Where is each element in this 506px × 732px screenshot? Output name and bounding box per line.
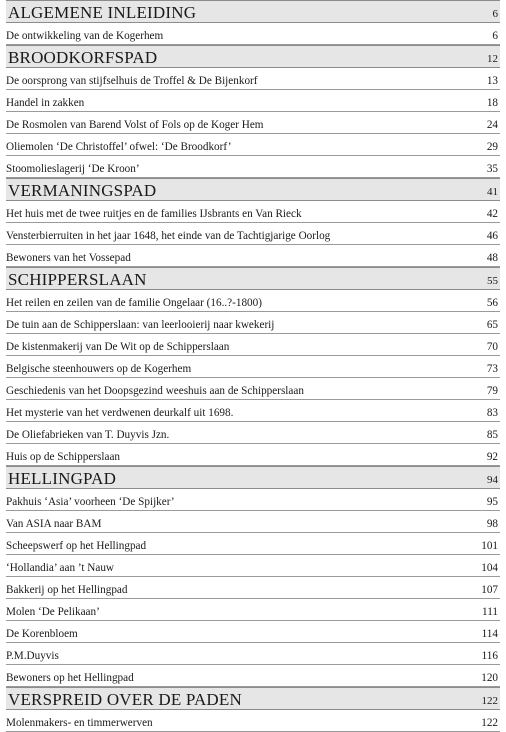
entry-page-number: 122 bbox=[481, 717, 498, 729]
entry-title: ‘Hollandia’ aan ’t Nauw bbox=[6, 562, 115, 574]
entry-page-number: 101 bbox=[481, 540, 498, 552]
toc-entry[interactable] bbox=[6, 201, 500, 223]
section-title: SCHIPPERSLAAN bbox=[8, 270, 147, 289]
entry-page-number: 48 bbox=[486, 252, 498, 264]
entry-page-number: 70 bbox=[486, 341, 498, 353]
entry-title: De kistenmakerij van De Wit op de Schipperslaan bbox=[6, 341, 230, 353]
entry-page-number: 35 bbox=[486, 163, 498, 175]
section-heading[interactable] bbox=[6, 267, 500, 290]
entry-title: Het reilen en zeilen van de familie Ongelaar (16..?-1800) bbox=[6, 297, 262, 309]
toc-section bbox=[0, 466, 506, 687]
entry-page-number: 104 bbox=[481, 562, 498, 574]
entry-title: Geschiedenis van het Doopsgezind weeshuis aan de Schipperslaan bbox=[6, 385, 304, 397]
toc-entry[interactable] bbox=[6, 511, 500, 533]
toc-entry[interactable] bbox=[6, 245, 500, 267]
entry-page-number: 98 bbox=[486, 518, 498, 530]
entry-title: De oorsprong van stijfselhuis de Troffel & De Bijenkorf bbox=[6, 75, 258, 87]
toc-entry[interactable] bbox=[6, 489, 500, 511]
section-heading[interactable] bbox=[6, 45, 500, 68]
toc-section bbox=[0, 267, 506, 466]
toc-section bbox=[0, 45, 506, 178]
entry-title: De Oliefabrieken van T. Duyvis Jzn. bbox=[6, 429, 170, 441]
entry-title: P.M.Duyvis bbox=[6, 650, 59, 662]
section-title: BROODKORFSPAD bbox=[8, 48, 158, 67]
section-page-number: 94 bbox=[487, 474, 498, 486]
section-title: HELLINGPAD bbox=[8, 469, 117, 488]
entry-title: De Korenbloem bbox=[6, 628, 78, 640]
toc-entry[interactable] bbox=[6, 134, 500, 156]
toc-entry[interactable] bbox=[6, 422, 500, 444]
entry-page-number: 79 bbox=[486, 385, 498, 397]
entry-title: Het mysterie van het verdwenen deurkalf uit 1698. bbox=[6, 407, 234, 419]
entry-page-number: 13 bbox=[486, 75, 498, 87]
entry-page-number: 95 bbox=[486, 496, 498, 508]
entry-page-number: 6 bbox=[492, 30, 498, 42]
entry-title: Scheepswerf op het Hellingpad bbox=[6, 540, 147, 552]
toc-section bbox=[0, 178, 506, 267]
section-title: VERMANINGSPAD bbox=[8, 181, 157, 200]
entry-page-number: 114 bbox=[481, 628, 498, 640]
entry-page-number: 29 bbox=[486, 141, 498, 153]
toc-entry[interactable] bbox=[6, 577, 500, 599]
toc-entry[interactable] bbox=[6, 68, 500, 90]
toc-entry[interactable] bbox=[6, 400, 500, 422]
entry-title: Huis op de Schipperslaan bbox=[6, 451, 121, 463]
section-heading[interactable] bbox=[6, 466, 500, 489]
entry-title: Stoomolieslagerij ‘De Kroon’ bbox=[6, 163, 140, 175]
entry-title: Oliemolen ‘De Christoffel’ ofwel: ‘De Broodkorf’ bbox=[6, 141, 232, 153]
entry-title: Molenmakers- en timmerwerven bbox=[6, 717, 153, 729]
entry-page-number: 73 bbox=[486, 363, 498, 375]
toc-section bbox=[0, 687, 506, 732]
toc-section bbox=[0, 0, 506, 45]
toc-entry[interactable] bbox=[6, 444, 500, 466]
entry-title: Bewoners van het Vossepad bbox=[6, 252, 131, 264]
toc-entry[interactable] bbox=[6, 356, 500, 378]
entry-title: De Rosmolen van Barend Volst of Fols op de Koger Hem bbox=[6, 119, 264, 131]
toc-entry[interactable] bbox=[6, 599, 500, 621]
entry-title: Bewoners op het Hellingpad bbox=[6, 672, 134, 684]
toc-entry[interactable] bbox=[6, 378, 500, 400]
toc-entry[interactable] bbox=[6, 23, 500, 45]
entry-title: Handel in zakken bbox=[6, 97, 85, 109]
toc-entry[interactable] bbox=[6, 555, 500, 577]
entry-title: Bakkerij op het Hellingpad bbox=[6, 584, 128, 596]
toc-entry[interactable] bbox=[6, 643, 500, 665]
entry-page-number: 42 bbox=[486, 208, 498, 220]
entry-page-number: 18 bbox=[486, 97, 498, 109]
section-page-number: 122 bbox=[481, 695, 498, 707]
toc-entry[interactable] bbox=[6, 312, 500, 334]
entry-page-number: 85 bbox=[486, 429, 498, 441]
entry-page-number: 92 bbox=[486, 451, 498, 463]
toc-entry[interactable] bbox=[6, 621, 500, 643]
entry-title: Vensterbierruiten in het jaar 1648, het einde van de Tachtigjarige Oorlog bbox=[6, 230, 331, 242]
entry-title: De tuin aan de Schipperslaan: van leerlooierij naar kwekerij bbox=[6, 319, 275, 331]
toc-entry[interactable] bbox=[6, 710, 500, 732]
entry-title: Pakhuis ‘Asia’ voorheen ‘De Spijker’ bbox=[6, 496, 175, 508]
entry-title: De ontwikkeling van de Kogerhem bbox=[6, 30, 164, 42]
toc-entry[interactable] bbox=[6, 290, 500, 312]
section-heading[interactable] bbox=[6, 687, 500, 710]
toc-entry[interactable] bbox=[6, 156, 500, 178]
entry-page-number: 46 bbox=[486, 230, 498, 242]
section-page-number: 12 bbox=[487, 53, 498, 65]
toc-entry[interactable] bbox=[6, 223, 500, 245]
entry-page-number: 24 bbox=[486, 119, 498, 131]
section-heading[interactable] bbox=[6, 0, 500, 23]
entry-title: Van ASIA naar BAM bbox=[6, 518, 102, 530]
entry-page-number: 111 bbox=[482, 606, 498, 618]
entry-page-number: 56 bbox=[486, 297, 498, 309]
entry-page-number: 107 bbox=[481, 584, 498, 596]
entry-title: Het huis met de twee ruitjes en de families IJsbrants en Van Rieck bbox=[6, 208, 302, 220]
toc-entry[interactable] bbox=[6, 334, 500, 356]
section-page-number: 6 bbox=[492, 8, 498, 20]
entry-title: Molen ‘De Pelikaan’ bbox=[6, 606, 100, 618]
section-title: VERSPREID OVER DE PADEN bbox=[8, 690, 242, 709]
entry-page-number: 120 bbox=[481, 672, 498, 684]
section-page-number: 41 bbox=[487, 186, 498, 198]
section-page-number: 55 bbox=[487, 275, 498, 287]
entry-title: Belgische steenhouwers op de Kogerhem bbox=[6, 363, 192, 375]
section-title: ALGEMENE INLEIDING bbox=[8, 3, 197, 22]
entry-page-number: 65 bbox=[486, 319, 498, 331]
toc-entry[interactable] bbox=[6, 112, 500, 134]
section-heading[interactable] bbox=[6, 178, 500, 201]
toc-entry[interactable] bbox=[6, 90, 500, 112]
entry-page-number: 116 bbox=[481, 650, 498, 662]
toc-entry[interactable] bbox=[6, 533, 500, 555]
toc-entry[interactable] bbox=[6, 665, 500, 687]
entry-page-number: 83 bbox=[486, 407, 498, 419]
